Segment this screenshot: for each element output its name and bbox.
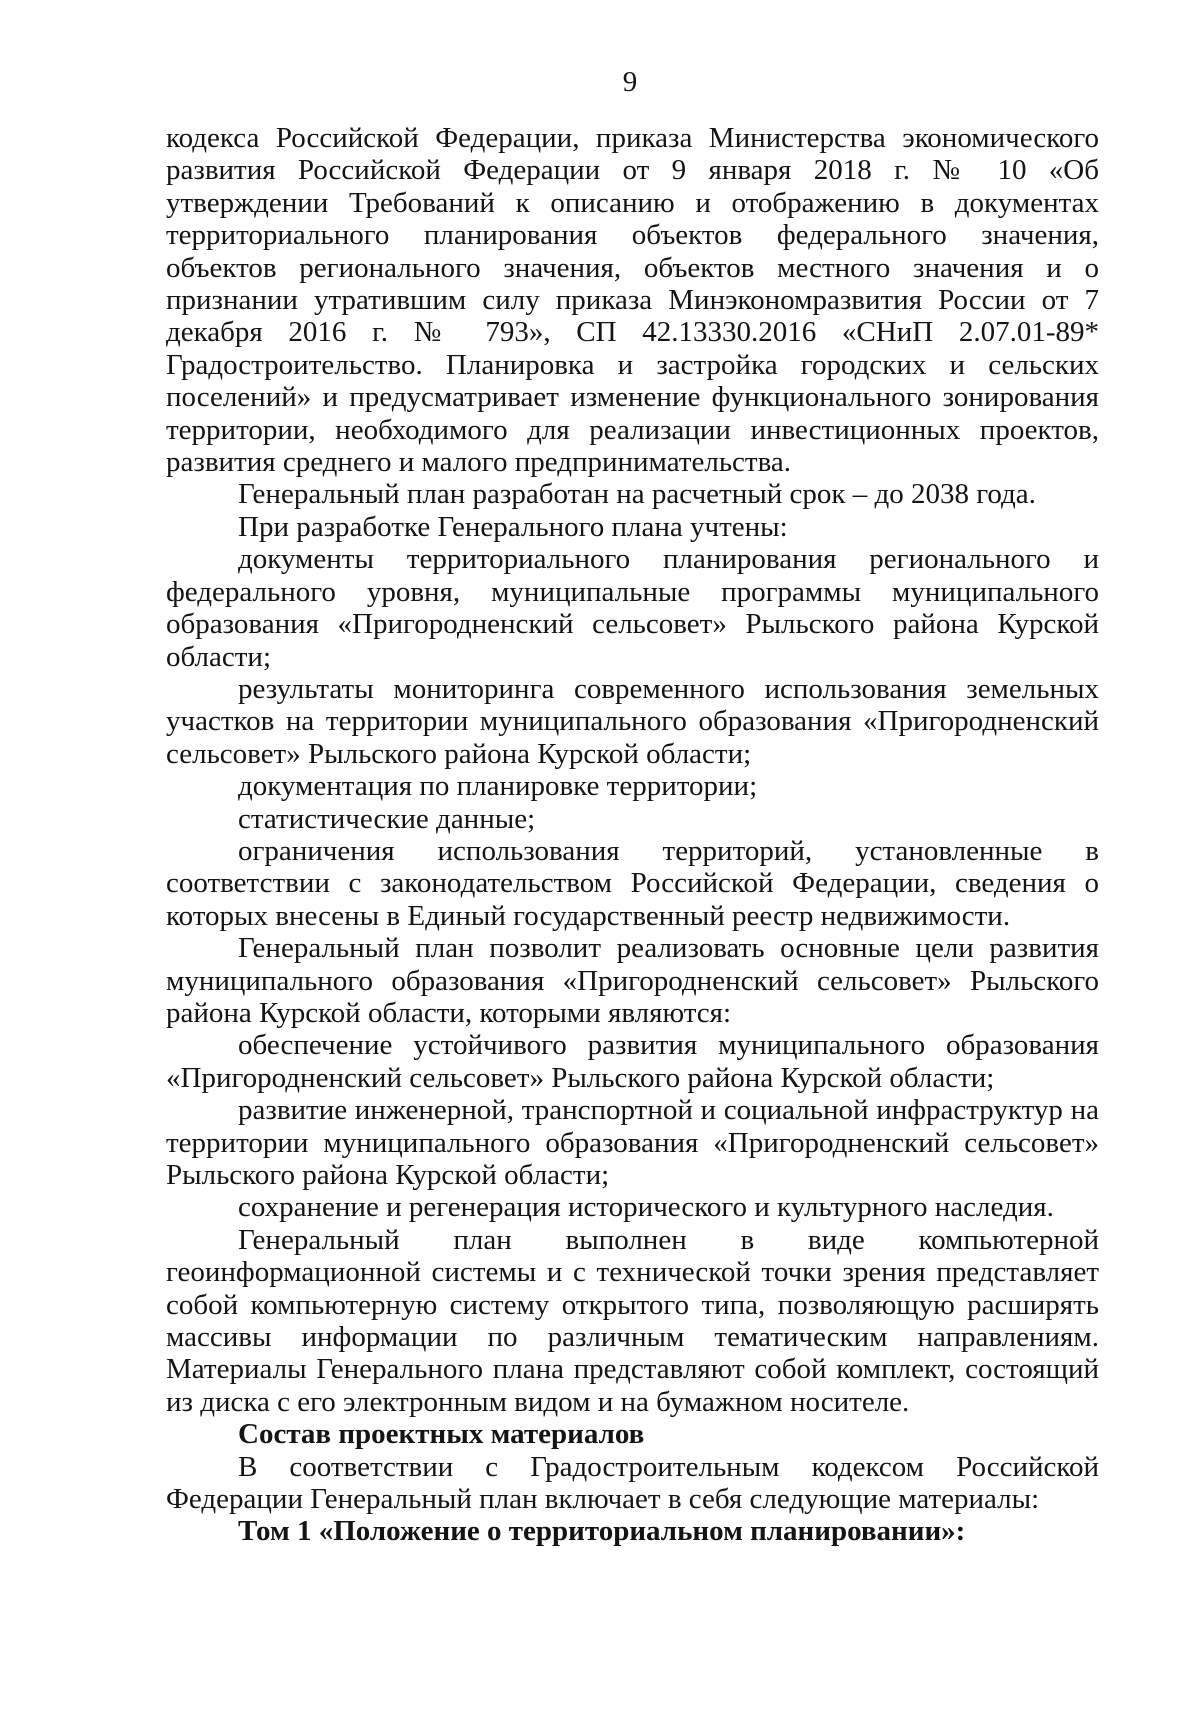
paragraph-design-term: Генеральный план разработан на расчетный срок – до 2038 года.: [238, 478, 1036, 511]
list-item-monitoring-results: результаты мониторинга современного использования земельных участков на территории муниципального образования «Пригородненский сельсовет» Рыльского района Курской области;: [166, 672, 1099, 770]
volume-heading: Том 1 «Положение о территориальном планировании»:: [238, 1515, 966, 1548]
list-item-planning-documentation: документация по планировке территории;: [238, 770, 758, 803]
page-number: 9: [622, 66, 638, 98]
paragraph-continuation: кодекса Российской Федерации, приказа Министерства экономического развития Российской Федерации от 9 января 2018 г. № 10 «Об утверждении Требований к описанию и отображению в документах территориального планирования объектов федерального значения, объектов регионального значения, объектов местного значения и о признании утратившим силу приказа Минэкономразвития России от 7 декабря 2016 г. № 793», СП 42.13330.2016 «СНиП 2.07.01-89* Градостроительство. Планировка и застройка городских и сельских поселений» и предусматривает изменение функционального зонирования территории, необходимого для реализации инвестиционных проектов, развития среднего и малого предпринимательства.: [166, 122, 1099, 479]
paragraph-gis: Генеральный план выполнен в виде компьютерной геоинформационной системы и с технической точки зрения представляет собой компьютерную систему открытого типа, позволяющую расширять массивы информации по различным тематическим направлениям. Материалы Генерального плана представляют собой комплект, состоящий из диска с его электронным видом и на бумажном носителе.: [166, 1223, 1099, 1418]
list-item-infrastructure: развитие инженерной, транспортной и социальной инфраструктур на территории муниципального образования «Пригородненский сельсовет» Рыльского района Курской области;: [166, 1094, 1099, 1191]
list-item-restrictions: ограничения использования территорий, установленные в соответствии с законодательством Российской Федерации, сведения о которых внесены в Единый государственный реестр недвижимости.: [166, 834, 1099, 932]
paragraph-considered-intro: При разработке Генерального плана учтены:: [238, 510, 788, 543]
document-body: [166, 122, 1099, 1548]
paragraph-materials-intro: В соответствии с Градостроительным кодексом Российской Федерации Генеральный план включает в себя следующие материалы:: [166, 1450, 1099, 1516]
section-heading-materials: Состав проектных материалов: [238, 1418, 645, 1451]
list-item-sustainable-development: обеспечение устойчивого развития муниципального образования «Пригородненский сельсовет» Рыльского района Курской области;: [166, 1029, 1099, 1094]
list-item-heritage: сохранение и регенерация исторического и культурного наследия.: [238, 1191, 1054, 1224]
list-item-planning-documents: документы территориального планирования регионального и федерального уровня, муниципальные программы муниципального образования «Пригородненский сельсовет» Рыльского района Курской области;: [166, 543, 1099, 673]
paragraph-goals-intro: Генеральный план позволит реализовать основные цели развития муниципального образования «Пригородненский сельсовет» Рыльского района Курской области, которыми являются:: [166, 932, 1099, 1029]
list-item-statistics: статистические данные;: [238, 802, 536, 835]
